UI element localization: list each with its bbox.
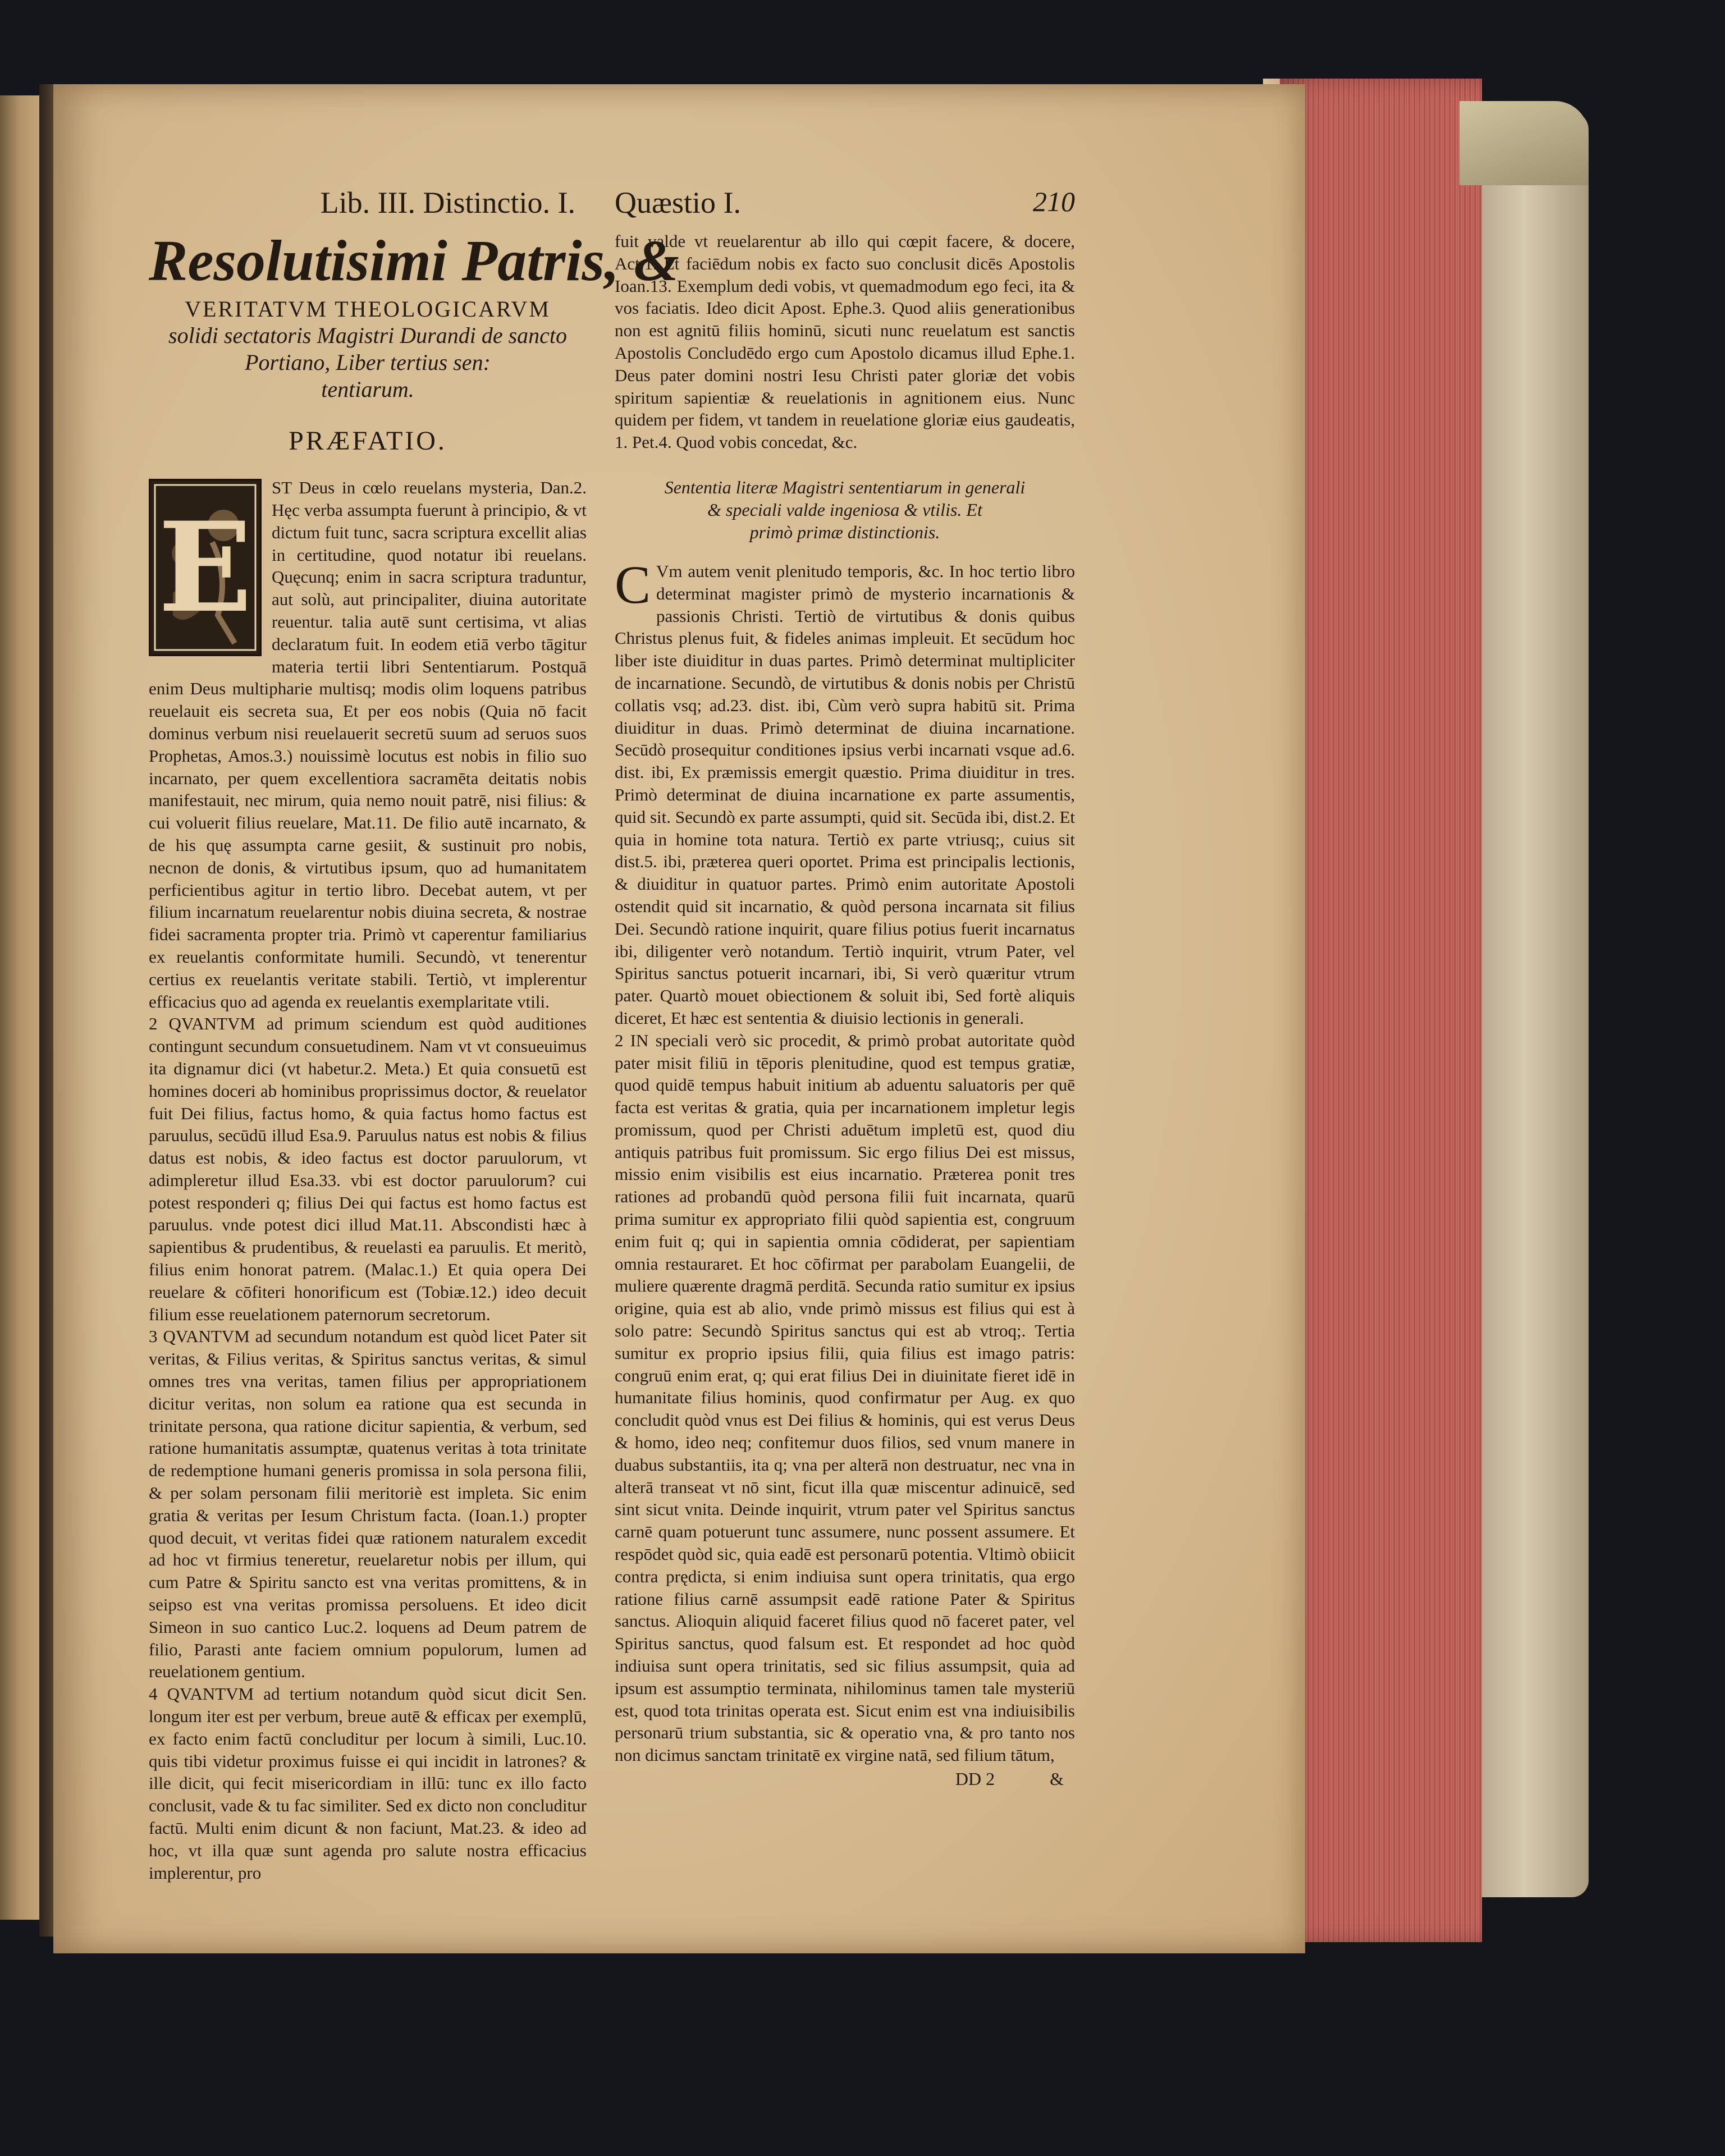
question-heading: Quæstio I. <box>615 186 742 219</box>
heading-line: primò primæ distinctionis. <box>749 521 940 542</box>
vellum-cover <box>1482 112 1589 1897</box>
signature-mark: DD 2 <box>955 1769 995 1789</box>
red-fore-edge <box>1280 79 1482 1942</box>
paragraph: ST Deus in cœlo reuelans mysteria, Dan.2. Hęc verba assumpta fuerunt à principio, & vt dictum fuit tunc, sacra scriptura excellit alias in certitudine, quod notatur ibi reuelans. Quęcunq; enim in sacra scriptura traduntur, aut solù, aut principaliter, diuina autoritate reuentur. talia autē sunt certisima, vt alias declaratum fuit. In eodem etiā verbo tāgitur materia tertii libri Sententiarum. Postquā enim Deus multipharie multisq; modis olim loquens patribus reuelauit eis secreta sua, Et per eos nobis (Quia nō facit dominus verbum nisi reuelauerit secretū suum ad seruos suos Prophetas, Amos.3.) nouissimè locutus est nobis in filio suo incarnato, per quem excellentiora sacramēta deitatis nobis manifestauit, nec mirum, quia nemo nouit patrē, nisi filius: & cui voluerit filius reuelare, Mat.11. De filio autē incarnato, & de his quę assumpta carne gesiit, & sustinuit pro nobis, necnon de donis, & virtutibus ipsum, quo ad humanitatem perficientibus agitur in tertio libro. Decebat autem, vt per filium incarnatum reuelarentur nobis diuina secreta, & nostrae fidei sacramenta propter tria. Primò vt caperentur familiarius ex reuelantis conformitate humili. Secundò, vt tenerentur certius ex reuelantis veritate stabili. Tertiò, vt implerentur efficacius quo ad agenda ex reuelantis exemplaritate vtili. <box>149 478 587 1011</box>
woodcut-initial <box>149 479 262 656</box>
drop-cap-letter: E <box>158 495 253 640</box>
subtitle-line: tentiarum. <box>321 377 414 402</box>
subtitle-line: Portiano, Liber tertius sen: <box>245 350 491 376</box>
subtitle-block <box>149 322 587 403</box>
heading-line: & speciali valde ingeniosa & vtilis. Et <box>707 499 982 520</box>
previous-page-edge <box>0 95 44 1920</box>
caps-subtitle: VERITATVM THEOLOGICARVM <box>185 296 551 322</box>
paragraph: Vm autem venit plenitudo temporis, &c. In hoc tertio libro determinat magister primò de mysterio incarnationis & passionis Christi. Tertiò de virtutibus & donis quibus Christus plenus fuit, & fideles animas impleuit. Et secūdum hoc liber iste diuiditur in duas partes. Primò determinat multipliciter de incarnatione. Secundò, de virtutibus & donis nobis per Christū collatis vsq; ad.23. dist. ibi, Cùm verò supra habitū sit. Prima diuiditur in duas. Primò determinat de diuina incarnatione. Secūdò prosequitur conditiones ipsius verbi incarnati vsque ad.6. dist. ibi, Ex præmissis emergit quæstio. Prima diuiditur in tres. Primò determinat de diuina incarnatione ex parte assumentis, quid sit. Secundò ex parte assumpti, quid sit. Secūda ibi, dist.2. Et quia in homine tota natura. Tertiò ex parte vtriusq;, cuius sit dist.5. ibi, præterea queri oportet. Prima est principalis lectionis, & diuiditur in quatuor partes. Primò enim autoritate Apostoli ostendit quid sit incarnatio, & quòd persona incarnata sit filius Dei. Secundò ratione inquirit, quare filius potius fuerit incarnatus ibi, diligenter verò notandum. Tertiò inquirit, vtrum Pater, vel Spiritus sanctus potuerit incarnari, ibi, Si verò quæritur vtrum pater. Quartò mouet obiectionem & soluit ibi, Sed fortè aliquis diceret, Et hæc est sententia & diuisio lectionis in generali. <box>615 561 1075 1028</box>
drop-cap-letter: C <box>615 554 651 615</box>
section-heading <box>632 476 1058 543</box>
vellum-cover-corner <box>1459 101 1589 185</box>
paragraph: 2 IN speciali verò sic procedit, & primò probat autoritate quòd pater misit filiū in tēporis plenitudine, quod est tempus gratiæ, quod quidē tempus habuit initium ab aduentu saluatoris per quē facta est veritas & gratia, quia per incarnationem impletur legis promissum, quod per Christi aduētum impletū est, quod diu antiquis patribus fuit promissum. Sic ergo filius Dei est missus, missio enim visibilis est eius incarnatio. Præterea ponit tres rationes ad probandū quòd persona filii fuit incarnata, quarū prima sumitur ex appropriato filii quòd sapientia est, congruum enim fuit q; qui in sapientia omnia cōdiderat, per sapientiam omnia restauraret. Et hoc cōfirmat per parabolam Euangelii, de muliere quærente dragmā perditā. Secunda ratio sumitur ex ipsius origine, quia est ab alio, vnde primò missus est filius qui est à solo patre: Secundò Spiritus sanctus qui est ab vtroq;. Tertia sumitur ex proprio ipsius filii, quia filius est imago patris: congruū enim erat, q; qui erat filius Dei in diuinitate fieret idē in humanitate filius hominis, quod confirmatur per Aug. ex quo concludit quòd vnus est Dei filius & hominis, qui est verus Deus & homo, ideo neq; confitemur duos filios, sed vnum manere in duabus substantiis, ita q; vna per alterā non destruatur, nec vna in alterā transeat vt nō sint, ficut illa quæ miscentur adinuicē, sed sint sicut vnita. Deinde inquirit, vtrum pater vel Spiritus sanctus carnē quam potuerunt tunc assumere, nunc possent assumere. Et respōdet quòd sic, quia eadē est personarū potentia. Vltimò obiicit contra prędicta, si enim indiuisa sunt opera trinitatis, qua ergo ratione filius carnē assumpsit eadē ratione Pater & Spiritus sanctus. Alioquin aliquid faceret filius quod nō faceret pater, vel Spiritus sanctus, quod falsum est. Et respondet ad hoc quòd indiuisa sunt opera trinitatis, sed sic filius assumpsit, quia ad ipsum est assumptio terminata, nihilominus tamen tale mysteriū est, quod tota trinitas operata est. Sicut enim est vna indiuisibilis personarū trium substantia, sic & operatio vna, & pro tanto nos non dicimus sanctam trinitatē ex virgine natā, sed filium tātum, <box>615 1030 1075 1765</box>
paragraph: 2 QVANTVM ad primum sciendum est quòd auditiones contingunt secundum consuetudinem. Nam vt vt consueuimus ita dignamur dici (vt habetur.2. Meta.) Et quia consuetū est homines doceri ab hominibus proprissimus doctor, & reuelator fuit Dei filius, factus homo, & quia factus homo factus est paruulus, secūdū illud Esa.9. Paruulus natus est nobis & filius datus est nobis, & ideo factus est doctor paruulorum, vt adimpleretur illud Esa.33. vbi est doctor paruulorum? cui potest responderi q; filius Dei qui factus est homo factus est paruulus. vnde potest dici illud Mat.11. Abscondisti hæc à sapientibus & prudentibus, & reuelasti ea paruulis. Et meritò, filius enim honorat patrem. (Malac.1.) Et quia opera Dei reuelare & cōfiteri honorificum est (Tobiæ.12.) ideo decuit filium esse reuelationem paternorum secretorum. <box>149 1014 587 1324</box>
paragraph: fuit valde vt reuelarentur ab illo qui cœpit facere, & docere, Act.1. Et faciēdum nobis ex facto suo conclusit dicēs Apostolis Ioan.13. Exemplum dedi vobis, vt quemadmodum ego feci, ita & vos faciatis. Ideo dicit Apost. Ephe.3. Quod aliis generationibus non est agnitū filiis hominū, sicuti nunc reuelatum est sanctis Apostolis Concludēdo ergo cum Apostolo dicamus illud Ephe.1. Deus pater domini nostri Iesu Christi pater gloriæ det vobis spiritum sapientiæ & reuelationis in agnitionem eius. Nunc quidem per fidem, vt tandem in reuelatione gloriæ eius gaudeatis, 1. Pet.4. Quod vobis concedat, &c. <box>615 231 1075 452</box>
subtitle-line: solidi sectatoris Magistri Durandi de sancto <box>168 323 567 349</box>
main-title: Resolutisimi Patris, & <box>149 228 679 293</box>
paragraph: 4 QVANTVM ad tertium notandum quòd sicut dicit Sen. longum iter est per verbum, breue autē & efficax per exemplū, ex facto enim factū concluditur per locum à simili, Luc.10. quis tibi videtur proximus fuisse ei qui incidit in latrones? & ille dicit, qui fecit misericordiam in illū: tunc ex illo facto conclusit, vade & tu fac similiter. Sed ex dicto non concluditur factū. Multi enim dicunt & non faciunt, Mat.23. & ideo ad hoc, vt illa quæ sunt agenda pro salute nostra efficacius implerentur, pro <box>149 1684 587 1883</box>
heading-line: Sententia literæ Magistri sententiarum in generali <box>664 477 1026 497</box>
running-head-right <box>615 185 1075 230</box>
running-head-left: Lib. III. Distinctio. I. <box>320 186 575 219</box>
folio-number: 210 <box>1033 186 1075 217</box>
footer-line <box>615 1769 1075 1789</box>
praefatio-heading: PRÆFATIO. <box>289 426 447 456</box>
paragraph: 3 QVANTVM ad secundum notandum est quòd licet Pater sit veritas, & Filius veritas, & Spiritus sanctus veritas, & simul omnes tres vna veritas, tamen filius per appropriationem dicitur veritas, non solum ea ratione qua est secunda in trinitate persona, qua ratione dicitur sapientia, & verbum, sed ratione humanitatis assumptæ, quatenus veritas à tota trinitate de redemptione humani generis promissa in sola persona filii, & per solam personam filii meritoriè est impleta. Sic enim gratia & veritas per Iesum Christum facta. (Ioan.1.) propter quod decuit, vt veritas fidei quæ rationem naturalem excedit ad hoc vt firmius teneretur, reuelaretur nobis per illum, qui cum Patre & Spiritu sancto est vna veritas promittens, & in seipso est vna veritas promissa persoluens. Et ideo dicit Simeon in suo cantico Luc.2. loquens ad Deum patrem de filio, Parasti ante faciem omnium populorum, lumen ad reuelationem gentium. <box>149 1326 587 1682</box>
right-column <box>615 185 1075 1789</box>
catchword: & <box>1050 1769 1064 1789</box>
